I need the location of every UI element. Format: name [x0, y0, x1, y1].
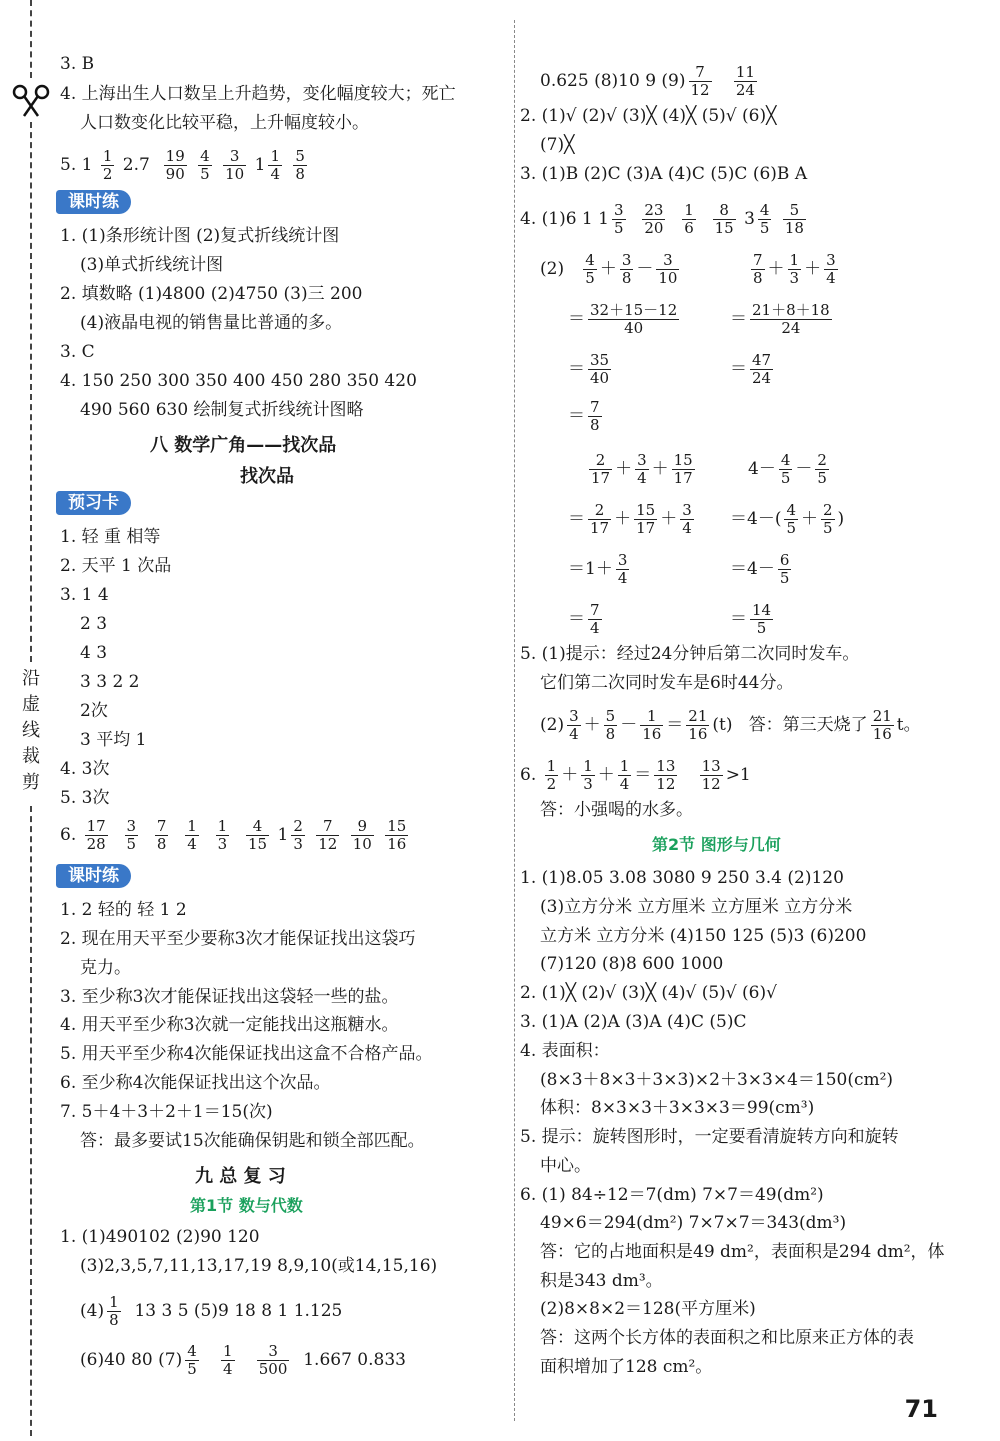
- answer-line: 1. 轻 重 相等: [60, 527, 161, 547]
- answer-line: 克力。: [80, 958, 131, 978]
- page-number: 71: [904, 1395, 938, 1423]
- calc-line: $\frac{7}{8}$ ＋ $\frac{1}{3}$ ＋ $\frac{3}{4}$: [753, 251, 836, 287]
- answer-line: (3)单式折线统计图: [80, 255, 224, 275]
- calc-line: ＝ $\frac{2}{17}$ ＋ $\frac{15}{17}$ ＋ $\frac{3}{4}$: [568, 501, 692, 537]
- chapter-heading: 九 总 复 习: [195, 1166, 286, 1187]
- answer-line: (8×3＋8×3＋3×3)×2＋3×3×4＝150(cm²): [540, 1070, 894, 1090]
- answer-line: 3 平均 1: [80, 730, 147, 750]
- calc-line: ＝ $\frac{32+15-12}{40}$: [568, 301, 678, 337]
- cut-line-top: [30, 0, 32, 78]
- answer-line: 2. 天平 1 次品: [60, 556, 172, 576]
- answer-line: 3. 1 4: [60, 585, 109, 605]
- calc-line: ＝4－ $\frac{6}{5}$: [730, 551, 790, 587]
- answer-line: 4. (1)6 1 1 $\frac{3}{5}$ $\frac{23}{20}$ $\frac{1}{6}$ $\frac{8}{15}$ 3 $\frac{4}{5}$ $\frac{5}{18}$: [520, 201, 804, 237]
- answer-line: 答：这两个长方体的表面积之和比原来正方体的表: [540, 1328, 914, 1348]
- answer-line: 5. 1 $\frac{1}{2}$ 2.7 $\frac{19}{90}$ $\frac{4}{5}$ $\frac{3}{10}$ 1 $\frac{1}{4}$ $\frac{5}{8}$: [60, 147, 305, 183]
- answer-line: 3. B: [60, 54, 95, 74]
- answer-line: 5. 提示：旋转图形时，一定要看清旋转方向和旋转: [520, 1127, 899, 1147]
- calc-line: ＝ $\frac{14}{5}$: [730, 601, 772, 637]
- lesson-heading: 找次品: [240, 466, 294, 487]
- calc-line: ＝ $\frac{21+8+18}{24}$: [730, 301, 830, 337]
- answer-line: (7)120 (8)8 600 1000: [540, 954, 724, 974]
- answer-line: 答：小强喝的水多。: [540, 800, 693, 820]
- answer-line: 2. (1)╳ (2)√ (3)╳ (4)√ (5)√ (6)√: [520, 983, 777, 1003]
- calc-line: 4－ $\frac{4}{5}$ － $\frac{2}{5}$: [748, 451, 827, 487]
- section-badge: 课时练: [56, 190, 131, 214]
- answer-line: 答：最多要试15次能确保钥匙和锁全部匹配。: [80, 1131, 425, 1151]
- answer-line: 人口数变化比较平稳，上升幅度较小。: [80, 113, 369, 133]
- answer-line: 体积：8×3×3＋3×3×3＝99(cm³): [540, 1098, 815, 1118]
- answer-line: 3 3 2 2: [80, 672, 140, 692]
- answer-line: 49×6＝294(dm²) 7×7×7＝343(dm³): [540, 1213, 847, 1233]
- answer-line: 5. (1)提示：经过24分钟后第二次同时发车。: [520, 644, 860, 664]
- answer-line: 2. 现在用天平至少要称3次才能保证找出这袋巧: [60, 929, 416, 949]
- calc-line: ＝1＋ $\frac{3}{4}$: [568, 551, 628, 587]
- answer-line: 1. (1)8.05 3.08 3080 9 250 3.4 (2)120: [520, 868, 844, 888]
- answer-line: (3)立方分米 立方厘米 立方厘米 立方分米: [540, 897, 853, 917]
- answer-line: 中心。: [540, 1156, 591, 1176]
- answer-line: 4 3: [80, 643, 108, 663]
- answer-line: 4. 3次: [60, 759, 110, 779]
- answer-line: 3. (1)B (2)C (3)A (4)C (5)C (6)B A: [520, 164, 808, 184]
- answer-line: 3. C: [60, 342, 95, 362]
- calc-line: ＝4－( $\frac{4}{5}$ ＋ $\frac{2}{5}$ ): [730, 501, 845, 537]
- answer-line: 6. (1) 84÷12＝7(dm) 7×7＝49(dm²): [520, 1185, 824, 1205]
- cut-instruction: 沿 虚 线 裁 剪: [22, 668, 40, 793]
- answer-line: 5. 用天平至少称4次能保证找出这盒不合格产品。: [60, 1044, 433, 1064]
- answer-line: (6)40 80 (7) $\frac{4}{5}$ $\frac{1}{4}$ $\frac{3}{500}$ 1.667 0.833: [80, 1342, 406, 1378]
- calc-line: $\frac{2}{17}$ ＋ $\frac{3}{4}$ ＋ $\frac{15}{17}$: [591, 451, 693, 487]
- answer-line: 2. (1)√ (2)√ (3)╳ (4)╳ (5)√ (6)╳: [520, 106, 777, 126]
- answer-line: 2. 填数略 (1)4800 (2)4750 (3)三 200: [60, 284, 363, 304]
- section-badge: 课时练: [56, 864, 131, 888]
- column-divider: [514, 20, 515, 1421]
- answer-line: 3. 至少称3次才能保证找出这袋轻一些的盐。: [60, 987, 399, 1007]
- section-heading: 第2节 图形与几何: [652, 835, 781, 854]
- calc-line: ＝ $\frac{47}{24}$: [730, 351, 772, 387]
- answer-line: (4) $\frac{1}{8}$ 13 3 5 (5)9 18 8 1 1.125: [80, 1293, 343, 1329]
- calc-line: ＝ $\frac{35}{40}$: [568, 351, 610, 387]
- scissors-icon: [12, 82, 50, 118]
- answer-line: 6. $\frac{17}{28}$ $\frac{3}{5}$ $\frac{7}{8}$ $\frac{1}{4}$ $\frac{1}{3}$ $\frac{4}{15}$ 1 $\frac{2}{3}$ $\frac{7}{12}$ $\frac{9}{10}$ $\frac{15}{16}$: [60, 817, 407, 853]
- chapter-heading: 八 数学广角——找次品: [150, 435, 337, 456]
- calc-line: ＝ $\frac{7}{4}$: [568, 601, 600, 637]
- answer-line: (2) $\frac{3}{4}$ ＋ $\frac{5}{8}$ － $\frac{1}{16}$ ＝ $\frac{21}{16}$ (t) 答：第三天烧了 $\frac{21}{16}$ t。: [540, 707, 921, 743]
- answer-line: 6. 至少称4次能保证找出这个次品。: [60, 1073, 331, 1093]
- answer-line: 面积增加了128 cm²。: [540, 1357, 713, 1377]
- answer-line: 4. 150 250 300 350 400 450 280 350 420: [60, 371, 417, 391]
- answer-line: 490 560 630 绘制复式折线统计图略: [80, 400, 364, 420]
- answer-line: 1. (1)490102 (2)90 120: [60, 1227, 260, 1247]
- answer-line: 2次: [80, 701, 108, 721]
- answer-line: 4. 用天平至少称3次就一定能找出这瓶糖水。: [60, 1015, 399, 1035]
- answer-line: 答：它的占地面积是49 dm²，表面积是294 dm²，体: [540, 1242, 945, 1262]
- answer-line: 6. $\frac{1}{2}$ ＋ $\frac{1}{3}$ ＋ $\frac{1}{4}$ ＝ $\frac{13}{12}$ $\frac{13}{12}$ >1: [520, 757, 751, 793]
- answer-line: 4. 表面积：: [520, 1041, 610, 1061]
- section-heading: 第1节 数与代数: [190, 1196, 303, 1215]
- answer-line: 5. 3次: [60, 788, 110, 808]
- answer-line: 7. 5＋4＋3＋2＋1＝15(次): [60, 1102, 273, 1122]
- section-badge: 预习卡: [56, 491, 131, 515]
- answer-line: 积是343 dm³。: [540, 1271, 663, 1291]
- answer-line: (2)8×8×2＝128(平方厘米): [540, 1299, 756, 1319]
- answer-line: 2 3: [80, 614, 108, 634]
- answer-line: (3)2,3,5,7,11,13,17,19 8,9,10(或14,15,16): [80, 1256, 438, 1276]
- answer-line: (4)液晶电视的销售量比普通的多。: [80, 313, 343, 333]
- answer-line: 它们第二次同时发车是6时44分。: [540, 673, 794, 693]
- cut-line-bottom: [30, 806, 32, 1436]
- answer-line: (7)╳: [540, 135, 575, 155]
- answer-line: 4. 上海出生人口数呈上升趋势，变化幅度较大；死亡: [60, 84, 456, 104]
- calc-line: (2) $\frac{4}{5}$ ＋ $\frac{3}{8}$ － $\frac{3}{10}$: [540, 251, 678, 287]
- answer-line: 3. (1)A (2)A (3)A (4)C (5)C: [520, 1012, 747, 1032]
- answer-line: 1. 2 轻的 轻 1 2: [60, 900, 187, 920]
- calc-line: ＝ $\frac{7}{8}$: [568, 398, 600, 434]
- answer-line: 立方米 立方分米 (4)150 125 (5)3 (6)200: [540, 926, 867, 946]
- cut-line-mid: [30, 122, 32, 662]
- answer-line: 1. (1)条形统计图 (2)复式折线统计图: [60, 226, 340, 246]
- answer-line: 0.625 (8)10 9 (9) $\frac{7}{12}$ $\frac{11}{24}$: [540, 63, 755, 99]
